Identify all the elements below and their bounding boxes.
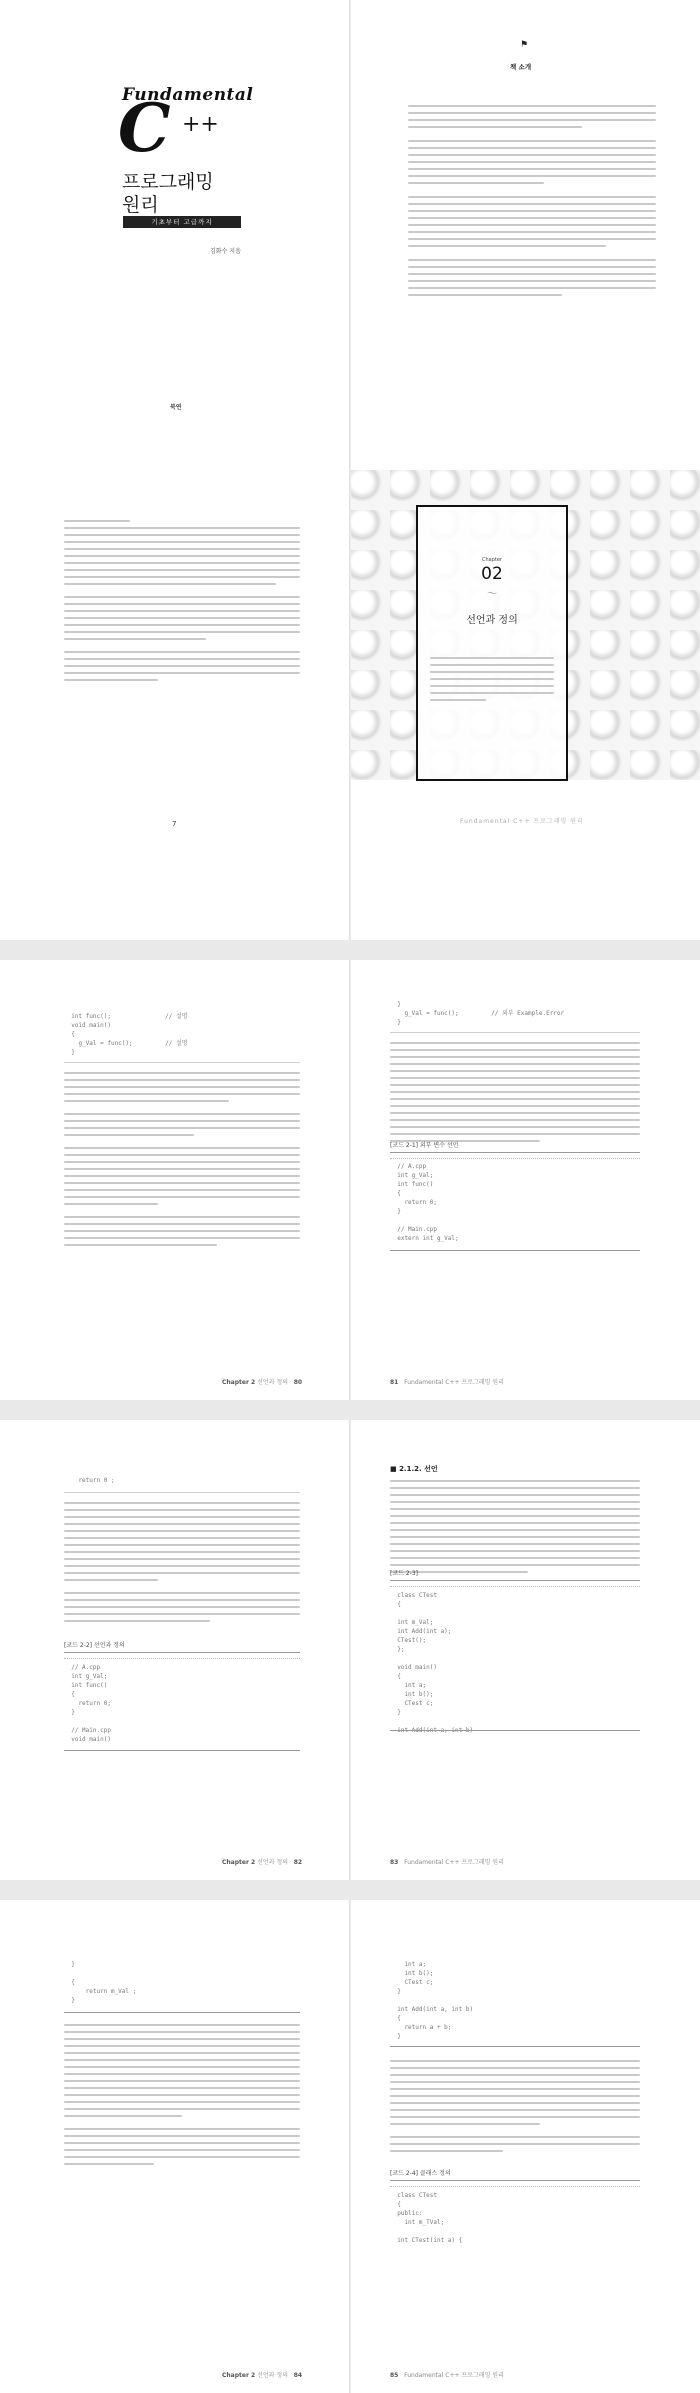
- chapter-footer-text: Fundamental C++ 프로그래밍 원리: [460, 818, 584, 825]
- footer-page-number: 80: [293, 1379, 303, 1386]
- page-83-paragraphs: [390, 1480, 640, 1578]
- section-heading-text: 2.1.2. 선언: [399, 1465, 438, 1473]
- footer-chapter: Chapter 2: [222, 1859, 256, 1866]
- footer-page-number: 84: [293, 2372, 303, 2379]
- code-caption: [코드 2-1] 외부 변수 선언: [390, 1142, 459, 1149]
- cover-logo-pp: ++: [182, 112, 219, 137]
- section-heading: [390, 1464, 438, 1474]
- dotted-divider: [390, 1586, 640, 1587]
- chapter-frame: [416, 505, 568, 781]
- divider: [64, 1492, 300, 1493]
- divider: [390, 1730, 640, 1731]
- code-snippet-84: } { return m_Val ; }: [71, 1961, 137, 2004]
- page-82-paragraphs: [64, 1502, 300, 1627]
- divider: [64, 1652, 300, 1653]
- intro-heading: 책 소개: [510, 63, 532, 71]
- gutter: [349, 960, 351, 1400]
- code-box-81: // A.cpp int g_Val; int func() { return 0; } // Main.cpp extern int g_Val;: [397, 1163, 459, 1242]
- gutter: [349, 1900, 351, 2393]
- page-83-footer: [390, 1857, 504, 1866]
- code-snippet-81: } g_Val = func(); // 외부 Example.Error }: [397, 1001, 565, 1026]
- dotted-divider: [64, 1658, 300, 1659]
- code-snippet-80: int func(); // 설명 void main() { g_Val = func(); // 설명 }: [71, 1013, 188, 1056]
- page-82-footer: [222, 1857, 302, 1866]
- footer-book-title: Fundamental C++ 프로그래밍 원리: [404, 1379, 504, 1386]
- page-80: [0, 960, 350, 1400]
- code-box-82: // A.cpp int g_Val; int func() { return 0; } // Main.cpp void main(): [71, 1664, 111, 1743]
- chapter-title: 선언과 정의: [466, 615, 518, 626]
- footer-book-title: Fundamental C++ 프로그래밍 원리: [404, 1859, 504, 1866]
- page-81: [350, 960, 700, 1400]
- chapter-label: Chapter: [482, 557, 502, 563]
- section-marker-icon: ■: [390, 1465, 400, 1473]
- preface-page-number: 7: [172, 820, 177, 828]
- divider: [390, 1032, 640, 1033]
- code-snippet-85: int a; int b(); CTest c; } int Add(int a, int b) { return a + b; }: [397, 1961, 474, 2040]
- cover-title-line2: 원리: [122, 194, 159, 216]
- preface-paragraphs: [64, 520, 300, 686]
- divider: [390, 2180, 640, 2181]
- spread-chapter-opener: [0, 470, 700, 940]
- page-81-footer: [390, 1377, 504, 1386]
- chapter-summary: [430, 657, 554, 706]
- preface-page: [0, 470, 350, 940]
- divider: [64, 1062, 300, 1063]
- divider: [64, 1750, 300, 1751]
- code-box-85: class CTest { public: int m_TVal; int CTest(int a) {: [397, 2192, 463, 2244]
- gutter: [349, 1420, 351, 1880]
- page-84: [0, 1900, 350, 2393]
- page-85-paragraphs: [390, 2060, 640, 2157]
- page-80-footer: [222, 1377, 302, 1386]
- page-85: [350, 1900, 700, 2393]
- spread-pages-80-81: [0, 960, 700, 1400]
- divider: [390, 1580, 640, 1581]
- intro-paragraphs: [408, 105, 656, 301]
- footer-chapter-title: 선언과 정의: [257, 1859, 288, 1866]
- divider: [390, 1152, 640, 1153]
- cover-logo-c: C: [118, 89, 171, 167]
- footer-chapter: Chapter 2: [222, 1379, 256, 1386]
- chapter-number: 02: [481, 564, 503, 584]
- page-80-paragraphs: [64, 1072, 300, 1251]
- chapter-tilde: 〜: [487, 589, 497, 600]
- spread-pages-84-85: [0, 1900, 700, 2393]
- page-83: [350, 1420, 700, 1880]
- footer-book-title: Fundamental C++ 프로그래밍 원리: [404, 2372, 504, 2379]
- code-snippet-82: return 0 ;: [64, 1477, 115, 1484]
- page-81-paragraphs: [390, 1042, 640, 1147]
- dotted-divider: [390, 2186, 640, 2187]
- chapter-opener-page: [350, 470, 700, 940]
- cover-publisher: 북연: [170, 404, 182, 411]
- flag-icon: ⚑: [520, 40, 529, 50]
- divider: [64, 2012, 300, 2013]
- footer-chapter: Chapter 2: [222, 2372, 256, 2379]
- footer-chapter-title: 선언과 정의: [257, 1379, 288, 1386]
- dotted-divider: [390, 1158, 640, 1159]
- code-caption: [코드 2-3]: [390, 1570, 418, 1577]
- code-caption: [코드 2-2] 선언과 정의: [64, 1642, 125, 1649]
- page-84-footer: [222, 2370, 302, 2379]
- cover-author: 김화수 지음: [210, 248, 241, 255]
- cover-series: Fundamental: [122, 85, 254, 105]
- divider: [390, 1250, 640, 1251]
- page-84-paragraphs: [64, 2024, 300, 2170]
- spread-pages-82-83: [0, 1420, 700, 1880]
- page-85-footer: [390, 2370, 504, 2379]
- footer-chapter-title: 선언과 정의: [257, 2372, 288, 2379]
- cover-title-line1: 프로그래밍: [122, 171, 214, 193]
- code-box-83: class CTest { int m_Val; int Add(int a); CTest(); }; void main() { int a; int b(); CTest c; }: [397, 1592, 452, 1716]
- cover-subtitle-band: 기초부터 고급까지: [123, 216, 241, 228]
- page-82: [0, 1420, 350, 1880]
- footer-page-number: 81: [390, 1379, 399, 1386]
- footer-page-number: 83: [390, 1859, 399, 1866]
- code-caption: [코드 2-4] 클래스 정의: [390, 2170, 451, 2177]
- divider: [390, 2046, 640, 2047]
- footer-page-number: 85: [390, 2372, 399, 2379]
- footer-page-number: 82: [293, 1859, 303, 1866]
- gutter: [349, 470, 351, 940]
